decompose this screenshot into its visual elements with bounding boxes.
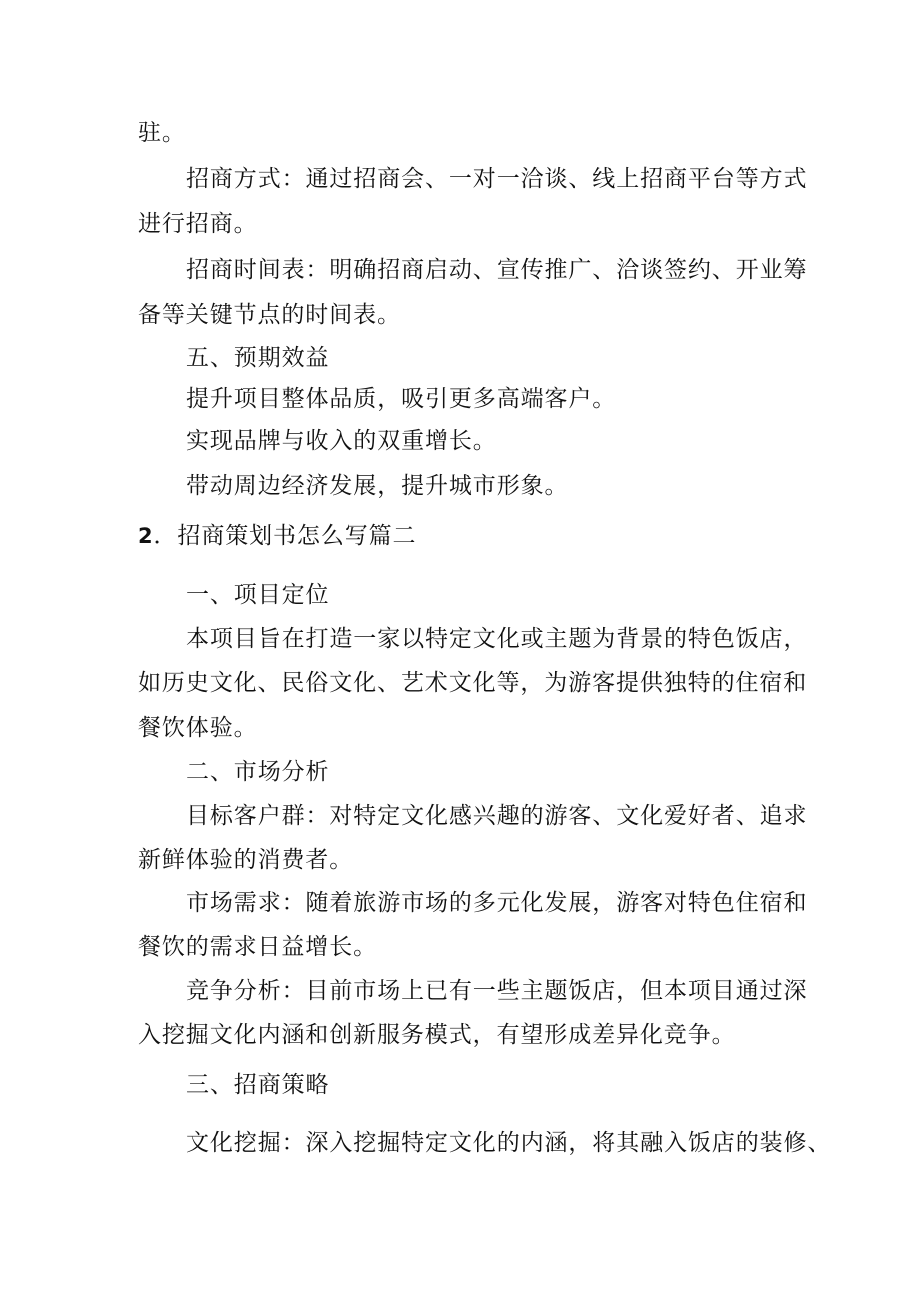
chapter-number: 2	[138, 524, 154, 548]
chapter-heading	[138, 521, 416, 551]
paragraph-recruitment-method: 招商方式：通过招商会、一对一洽谈、线上招商平台等方式	[186, 166, 808, 192]
text-line: 入挖掘文化内涵和创新服务模式，有望形成差异化竞争。	[138, 1022, 736, 1048]
paragraph-recruitment-schedule: 招商时间表：明确招商启动、宣传推广、洽谈签约、开业筹	[186, 257, 808, 283]
section-title-expected-benefits: 五、预期效益	[186, 345, 330, 371]
text-line: 备等关键节点的时间表。	[138, 302, 401, 328]
text-line: 带动周边经济发展，提升城市形象。	[186, 473, 569, 499]
paragraph-target-customers: 目标客户群：对特定文化感兴趣的游客、文化爱好者、追求	[186, 803, 808, 829]
text-line: 餐饮体验。	[138, 715, 258, 741]
text-line: 新鲜体验的消费者。	[138, 847, 354, 873]
paragraph-market-demand: 市场需求：随着旅游市场的多元化发展，游客对特色住宿和	[186, 890, 808, 916]
section-title-recruitment-strategy: 三、招商策略	[186, 1072, 330, 1098]
chapter-title: ．招商策划书怎么写篇二	[153, 523, 417, 549]
text-line: 进行招商。	[138, 211, 258, 237]
paragraph-cultural-exploration: 文化挖掘：深入挖掘特定文化的内涵，将其融入饭店的装修、	[186, 1130, 832, 1156]
text-line: 实现品牌与收入的双重增长。	[186, 428, 497, 454]
text-line: 如历史文化、民俗文化、艺术文化等，为游客提供独特的住宿和	[138, 670, 808, 696]
paragraph-competition: 竞争分析：目前市场上已有一些主题饭店，但本项目通过深	[186, 978, 808, 1004]
section-title-positioning: 一、项目定位	[186, 582, 330, 608]
paragraph-positioning: 本项目旨在打造一家以特定文化或主题为背景的特色饭店，	[186, 626, 808, 652]
text-line: 提升项目整体品质，吸引更多高端客户。	[186, 386, 617, 412]
text-line: 驻。	[138, 120, 186, 146]
section-title-market-analysis: 二、市场分析	[186, 759, 330, 785]
text-line: 餐饮的需求日益增长。	[138, 934, 377, 960]
